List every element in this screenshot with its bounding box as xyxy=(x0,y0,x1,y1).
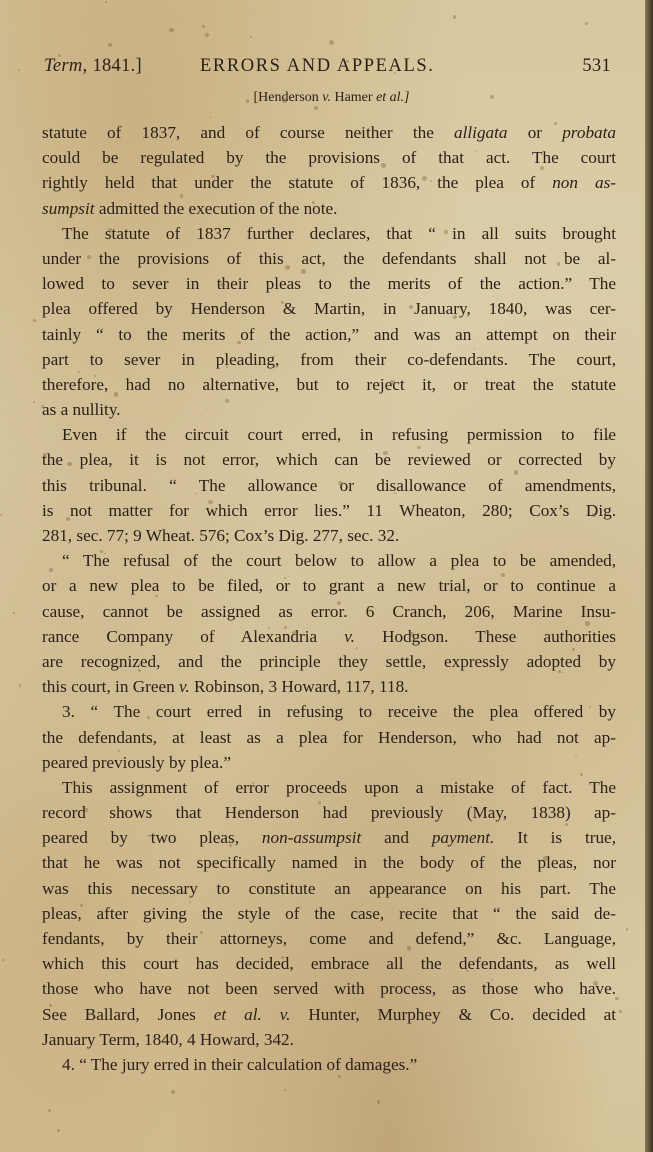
foxing-speck xyxy=(155,595,157,597)
page-edge-shadow xyxy=(645,0,653,1152)
text-run: are recognized, and the principle they settle, expressly adopted by xyxy=(42,651,616,671)
foxing-speck xyxy=(292,631,296,635)
foxing-speck xyxy=(585,22,588,25)
text-run: probata xyxy=(562,123,616,142)
text-line xyxy=(42,800,616,825)
foxing-speck xyxy=(108,43,112,47)
text-run: those who have not been served with process, as those who have. xyxy=(42,979,616,999)
foxing-speck xyxy=(252,782,254,784)
text-line xyxy=(42,926,616,951)
foxing-speck xyxy=(169,28,174,33)
foxing-speck xyxy=(67,462,72,467)
foxing-speck xyxy=(601,1106,602,1107)
text-line xyxy=(42,221,616,246)
foxing-speck xyxy=(589,706,591,708)
text-line xyxy=(42,699,616,724)
foxing-speck xyxy=(329,40,334,45)
foxing-speck xyxy=(338,1075,341,1078)
foxing-speck xyxy=(208,500,213,505)
foxing-speck xyxy=(250,36,252,38)
text-line xyxy=(42,901,616,926)
text-line xyxy=(42,271,616,296)
text-line xyxy=(42,976,616,1001)
text-run: rance Company of Alexandria xyxy=(42,626,345,646)
foxing-speck xyxy=(49,1004,51,1006)
foxing-speck xyxy=(246,99,249,102)
text-run: peared by two pleas, xyxy=(42,828,262,848)
text-run: therefore, had no alternative, but to reject it, or treat the statute xyxy=(42,374,616,394)
text-run: “ The refusal of the court below to allow a plea to be amended, xyxy=(62,551,616,571)
text-run: could be regulated by the provisions of that act. The court xyxy=(42,148,616,168)
foxing-speck xyxy=(453,795,455,797)
foxing-speck xyxy=(13,612,14,613)
foxing-speck xyxy=(2,959,4,961)
text-run: Hodgson. These authorities xyxy=(354,626,616,646)
text-line xyxy=(42,951,616,976)
text-run: payment. xyxy=(431,828,495,848)
foxing-speck xyxy=(444,230,448,234)
text-run: pleas, after giving the style of the case, recite that “ the said de- xyxy=(42,903,616,923)
text-run: non as- xyxy=(552,173,616,193)
foxing-speck xyxy=(211,175,214,178)
text-run: this court, in Green xyxy=(42,677,179,697)
text-run: this tribunal. “ The allowance or disallowance of amendments, xyxy=(42,475,616,495)
text-run: the plea, it is not error, which can be reviewed or corrected by xyxy=(42,450,616,470)
foxing-speck xyxy=(390,380,395,385)
running-head-v: v. xyxy=(322,90,331,105)
foxing-speck xyxy=(58,54,61,57)
foxing-speck xyxy=(501,573,505,577)
foxing-speck xyxy=(210,116,211,117)
foxing-speck xyxy=(33,319,36,322)
text-line xyxy=(42,447,616,472)
foxing-speck xyxy=(94,375,96,377)
text-run: See Ballard, Jones xyxy=(42,1004,214,1024)
text-run: Robinson, 3 Howard, 117, 118. xyxy=(189,677,409,697)
foxing-speck xyxy=(171,1090,175,1094)
text-line xyxy=(42,473,616,498)
text-run: It is true, xyxy=(494,828,616,848)
text-run: under the provisions of this act, the defendants shall not be al- xyxy=(42,248,616,268)
text-line xyxy=(42,624,616,649)
text-line xyxy=(42,196,616,221)
foxing-speck xyxy=(397,113,398,114)
foxing-speck xyxy=(554,122,557,125)
running-head-party2: Hamer xyxy=(334,90,373,105)
text-run: is not matter for which error lies.” 11 Wheaton, 280; Cox’s Dig. xyxy=(42,500,616,520)
foxing-speck xyxy=(585,621,589,625)
foxing-speck xyxy=(422,176,427,181)
text-run: The statute of 1837 further declares, that “ in all suits brought xyxy=(62,223,616,243)
text-line xyxy=(42,347,616,372)
foxing-speck xyxy=(108,228,112,232)
header-page-number: 531 xyxy=(582,56,611,76)
foxing-speck xyxy=(593,981,598,986)
text-line xyxy=(42,322,616,347)
foxing-speck xyxy=(66,517,70,521)
text-run: or xyxy=(507,123,563,142)
foxing-speck xyxy=(558,670,561,673)
text-line xyxy=(42,523,616,548)
text-line xyxy=(42,170,616,195)
text-run: or a new plea to be filed, or to grant a new trial, or to continue a xyxy=(42,576,616,596)
foxing-speck xyxy=(18,69,20,71)
foxing-speck xyxy=(284,577,286,579)
text-line xyxy=(42,422,616,447)
foxing-speck xyxy=(575,755,576,756)
foxing-speck xyxy=(410,632,414,636)
text-line xyxy=(42,246,616,271)
foxing-speck xyxy=(484,515,485,516)
text-run: peared previously by plea.” xyxy=(42,752,231,772)
foxing-speck xyxy=(138,669,141,672)
foxing-speck xyxy=(202,25,205,28)
text-line xyxy=(42,775,616,800)
foxing-speck xyxy=(592,513,596,517)
foxing-speck xyxy=(0,514,2,516)
running-head-etal: et al.] xyxy=(376,90,410,105)
foxing-speck xyxy=(312,523,313,524)
foxing-speck xyxy=(572,648,575,651)
text-run: admitted the execution of the note. xyxy=(94,198,338,218)
text-run: et al. v. xyxy=(213,1004,291,1024)
foxing-speck xyxy=(557,262,561,266)
text-run: part to sever in pleading, from their co-defendants. The court, xyxy=(42,349,616,369)
foxing-speck xyxy=(284,1089,285,1090)
foxing-speck xyxy=(282,98,286,102)
header-section-title: ERRORS AND APPEALS. xyxy=(200,56,435,76)
header-term-word: Term, xyxy=(44,56,88,76)
foxing-speck xyxy=(359,132,362,135)
text-line xyxy=(42,1027,616,1052)
text-line xyxy=(42,573,616,598)
text-line xyxy=(42,548,616,573)
text-line xyxy=(42,599,616,624)
text-run: tainly “ to the merits of the action,” and was an attempt on their xyxy=(42,324,616,344)
foxing-speck xyxy=(104,553,105,554)
header-term-year: 1841.] xyxy=(92,56,143,76)
text-run: v. xyxy=(179,677,190,697)
foxing-speck xyxy=(237,341,241,345)
foxing-speck xyxy=(257,865,260,868)
foxing-speck xyxy=(48,1109,51,1112)
foxing-speck xyxy=(226,366,228,368)
foxing-speck xyxy=(55,460,58,463)
text-run: 4. “ The jury erred in their calculation of damages.” xyxy=(62,1054,418,1074)
text-run: cause, cannot be assigned as error. 6 Cranch, 206, Marine Insu- xyxy=(42,601,616,621)
text-run: non-assumpsit xyxy=(261,828,362,848)
text-run: fendants, by their attorneys, come and defend,” &c. Language, xyxy=(42,929,616,948)
foxing-speck xyxy=(161,891,164,894)
foxing-speck xyxy=(87,255,91,259)
text-run: which this court has decided, embrace all the defendants, as well xyxy=(42,954,616,974)
foxing-speck xyxy=(200,931,203,934)
foxing-speck xyxy=(205,33,209,37)
text-run: Even if the circuit court erred, in refusing permission to file xyxy=(62,425,616,445)
foxing-speck xyxy=(57,1129,60,1132)
foxing-speck xyxy=(281,956,284,959)
text-line xyxy=(42,850,616,875)
text-line xyxy=(42,725,616,750)
text-line xyxy=(42,120,616,145)
text-run: was this necessary to constitute an appearance on his part. The xyxy=(42,878,616,898)
foxing-speck xyxy=(619,1010,622,1013)
foxing-speck xyxy=(49,568,53,572)
text-run: that he was not specifically named in the body of the pleas, nor xyxy=(42,853,616,873)
text-run: alligata xyxy=(454,123,508,142)
text-run: Hunter, Murphey & Co. decided at xyxy=(290,1004,616,1024)
text-run: v. xyxy=(344,626,355,646)
text-run: record shows that Henderson had previously (May, 1838) ap- xyxy=(42,803,616,823)
text-run: plea offered by Henderson & Martin, in January, 1840, was cer- xyxy=(42,299,616,319)
foxing-speck xyxy=(626,928,628,930)
running-head xyxy=(0,90,653,106)
header-term xyxy=(44,56,142,77)
text-line xyxy=(42,750,616,775)
foxing-speck xyxy=(615,997,619,1001)
body-text xyxy=(42,120,616,1077)
text-run: rightly held that under the statute of 1836, the plea of xyxy=(42,173,553,193)
foxing-speck xyxy=(301,269,306,274)
foxing-speck xyxy=(105,1,107,3)
foxing-speck xyxy=(514,470,519,475)
foxing-speck xyxy=(430,180,432,182)
foxing-speck xyxy=(44,212,45,213)
text-run: sumpsit xyxy=(42,198,95,218)
running-head-party1: [Henderson xyxy=(253,90,319,105)
text-line xyxy=(42,825,616,850)
text-run: 3. “ The court erred in refusing to receive the plea offered by xyxy=(62,702,616,722)
foxing-speck xyxy=(43,453,47,457)
foxing-speck xyxy=(314,106,318,110)
text-run: January Term, 1840, 4 Howard, 342. xyxy=(42,1029,294,1049)
foxing-speck xyxy=(84,808,87,811)
text-line xyxy=(42,1052,616,1077)
foxing-speck xyxy=(580,773,583,776)
foxing-speck xyxy=(318,801,321,804)
foxing-speck xyxy=(394,492,396,494)
foxing-speck xyxy=(565,823,568,826)
foxing-speck xyxy=(33,401,35,403)
text-line xyxy=(42,145,616,170)
page-header xyxy=(44,56,611,82)
text-line xyxy=(42,1002,616,1027)
text-line xyxy=(42,397,616,422)
foxing-speck xyxy=(182,891,185,894)
text-run: statute of 1837, and of course neither the xyxy=(42,123,455,142)
text-line xyxy=(42,372,616,397)
foxing-speck xyxy=(147,716,150,719)
text-run: and xyxy=(361,828,432,848)
text-line xyxy=(42,498,616,523)
foxing-speck xyxy=(281,301,284,304)
text-run: the defendants, at least as a plea for Henderson, who had not ap- xyxy=(42,727,616,747)
text-run: 281, sec. 77; 9 Wheat. 576; Cox’s Dig. 277, sec. 32. xyxy=(42,526,400,545)
text-run: This assignment of error proceeds upon a mistake of fact. The xyxy=(62,777,616,797)
text-line xyxy=(42,876,616,901)
foxing-speck xyxy=(338,481,343,486)
foxing-speck xyxy=(19,684,21,686)
foxing-speck xyxy=(491,979,493,981)
text-line xyxy=(42,674,616,699)
text-run: lowed to sever in their pleas to the merits of the action.” The xyxy=(42,274,616,294)
foxing-speck xyxy=(466,970,468,972)
text-line xyxy=(42,296,616,321)
foxing-speck xyxy=(490,95,494,99)
text-run: as a nullity. xyxy=(42,400,121,420)
foxing-speck xyxy=(453,15,457,19)
text-line xyxy=(42,649,616,674)
foxing-speck xyxy=(377,1100,381,1104)
foxing-speck xyxy=(407,946,412,951)
